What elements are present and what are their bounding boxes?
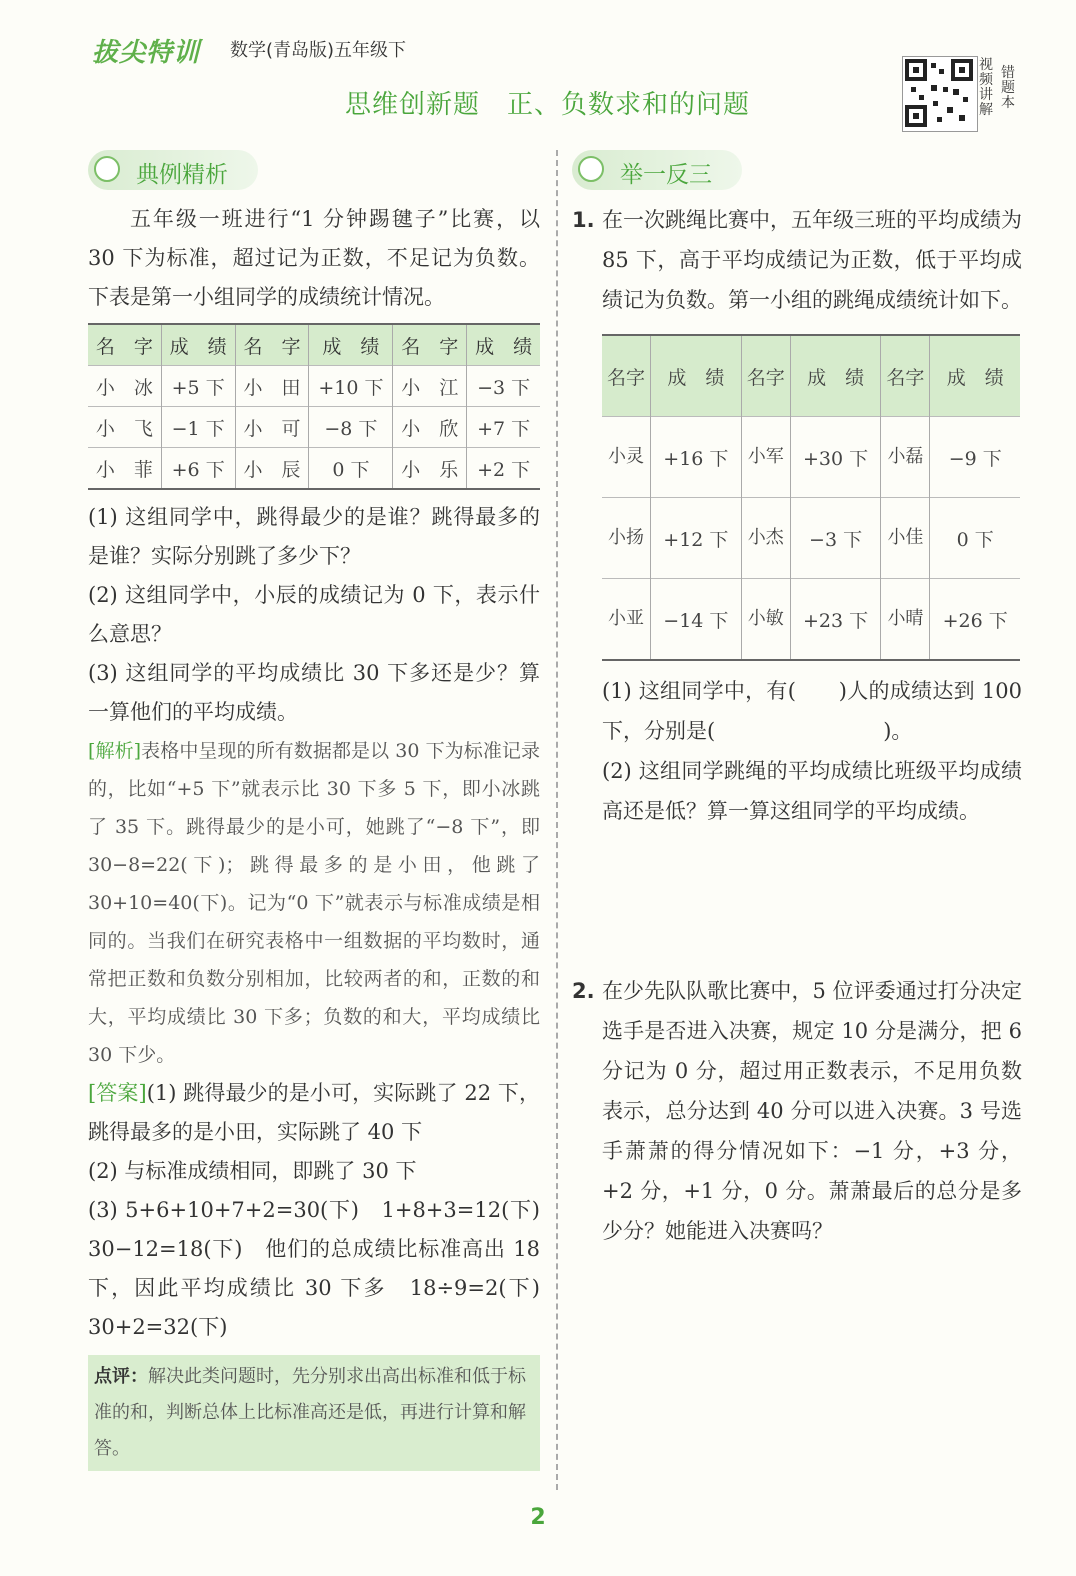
- col-header: 成 绩: [930, 335, 1020, 417]
- qr-label-errors: 错题本: [1001, 65, 1015, 111]
- practice-sub-question-1: (1) 这组同学中，有( )人的成绩达到 100 下，分别是( )。: [602, 679, 1022, 743]
- practice-heading: [572, 150, 742, 190]
- answer-block: [88, 1074, 540, 1152]
- question-text: 在少先队队歌比赛中，5 位评委通过打分决定选手是否进入决赛，规定 10 分是满分，把 6 分记为 0 分，超过用正数表示，不足用负数表示，总分达到 40 分可以进入决赛。3 号选手萧萧的得分情况如下：−1 分，+3 分，+2 分，+1 分，0 分。萧萧最后的总分是多少分？她能进入决赛吗？: [602, 979, 1022, 1243]
- table-cell: 小 江: [393, 366, 467, 407]
- table-cell: +2 下: [467, 448, 540, 490]
- table-cell: +6 下: [161, 448, 235, 490]
- review-tag: 点评：: [94, 1366, 148, 1387]
- table-cell: +10 下: [309, 366, 393, 407]
- practice-question-2: [572, 971, 1022, 1251]
- col-header: 成 绩: [790, 335, 881, 417]
- table-cell: −9 下: [930, 417, 1020, 498]
- col-header: 成 绩: [309, 324, 393, 366]
- table-cell: 小灵: [602, 417, 651, 498]
- example-score-table: [88, 323, 540, 490]
- analysis-block: [88, 732, 540, 1074]
- magnifier-icon: [94, 156, 120, 182]
- table-cell: +5 下: [161, 366, 235, 407]
- table-cell: 小 飞: [88, 407, 161, 448]
- table-cell: −8 下: [309, 407, 393, 448]
- answer-2: (2) 与标准成绩相同，即跳了 30 下: [88, 1159, 417, 1183]
- analysis-tag: [解析]: [88, 740, 142, 762]
- review-text: 解决此类问题时，先分别求出高出标准和低于标准的和，判断总体上比标准高还是低，再进行计算和解答。: [94, 1366, 526, 1459]
- col-header: 成 绩: [161, 324, 235, 366]
- answer-space[interactable]: [572, 831, 1022, 971]
- table-row: [602, 579, 1020, 661]
- table-header-row: [602, 335, 1020, 417]
- question-text: 在一次跳绳比赛中，五年级三班的平均成绩为 85 下，高于平均成绩记为正数，低于平均成绩记为负数。第一小组的跳绳成绩统计如下。: [602, 208, 1022, 312]
- practice-score-table: [602, 334, 1020, 661]
- table-cell: 小晴: [881, 579, 930, 661]
- table-cell: 小 冰: [88, 366, 161, 407]
- question-number: 1.: [572, 208, 595, 232]
- review-box: [88, 1355, 540, 1471]
- table-cell: 小亚: [602, 579, 651, 661]
- table-cell: 小扬: [602, 498, 651, 579]
- col-header: 成 绩: [651, 335, 742, 417]
- table-cell: −3 下: [790, 498, 881, 579]
- table-cell: 小杰: [741, 498, 790, 579]
- left-column: [88, 150, 561, 1471]
- section-title: 思维创新题 正、负数求和的问题: [345, 90, 751, 120]
- right-column: [572, 150, 1022, 1251]
- table-cell: 小 辰: [235, 448, 309, 490]
- example-question-3: (3) 这组同学的平均成绩比 30 下多还是少？算一算他们的平均成绩。: [88, 661, 540, 724]
- book-title: 数学(青岛版)五年级下: [230, 40, 407, 61]
- table-cell: 小 乐: [393, 448, 467, 490]
- table-cell: 小军: [741, 417, 790, 498]
- col-header: 成 绩: [467, 324, 540, 366]
- table-cell: 小敏: [741, 579, 790, 661]
- table-cell: +12 下: [651, 498, 742, 579]
- practice-question-1: [572, 200, 1022, 320]
- table-cell: 小 田: [235, 366, 309, 407]
- col-header: 名 字: [88, 324, 161, 366]
- table-cell: 0 下: [309, 448, 393, 490]
- answer-1: (1) 跳得最少的是小可，实际跳了 22 下，跳得最多的是小田，实际跳了 40 下: [88, 1081, 540, 1144]
- example-heading: [88, 150, 258, 190]
- col-header: 名 字: [393, 324, 467, 366]
- pencil-icon: [578, 156, 604, 182]
- table-cell: 小 可: [235, 407, 309, 448]
- table-cell: −3 下: [467, 366, 540, 407]
- table-cell: 小佳: [881, 498, 930, 579]
- table-row: [602, 498, 1020, 579]
- table-cell: −1 下: [161, 407, 235, 448]
- table-cell: 0 下: [930, 498, 1020, 579]
- table-cell: +30 下: [790, 417, 881, 498]
- table-cell: +16 下: [651, 417, 742, 498]
- page-number: 2: [530, 1505, 546, 1530]
- qr-label-video: 视频讲解: [979, 57, 993, 118]
- practice-heading-text: 举一反三: [620, 162, 712, 188]
- answer-tag: [答案]: [88, 1081, 147, 1105]
- brand-logo: 拔尖特训: [92, 38, 201, 68]
- table-row: [88, 407, 540, 448]
- table-row: [602, 417, 1020, 498]
- analysis-text: 表格中呈现的所有数据都是以 30 下为标准记录的，比如“+5 下”就表示比 30 下多 5 下，即小冰跳了 35 下。跳得最少的是小可，她跳了“−8 下”，即 30−8=22(下)；跳得最多的是小田，他跳了 30+10=40(下)。记为“0 下”就表示与标准成绩是相同的。当我们在研究表格中一组数据的平均数时，通常把正数和负数分别相加，比较两者的和，正数的和大，平均成绩比 30 下多；负数的和大，平均成绩比 30 下少。: [88, 740, 541, 1066]
- example-question-2: (2) 这组同学中，小辰的成绩记为 0 下，表示什么意思？: [88, 583, 540, 646]
- table-cell: 小 菲: [88, 448, 161, 490]
- table-cell: −14 下: [651, 579, 742, 661]
- col-header: 名字: [881, 335, 930, 417]
- table-cell: 小磊: [881, 417, 930, 498]
- answer-3: (3) 5+6+10+7+2=30(下) 1+8+3=12(下) 30−12=18(下) 他们的总成绩比标准高出 18 下，因此平均成绩比 30 下多 18÷9=2(下) 30+2=32(下): [88, 1198, 561, 1339]
- table-row: [88, 448, 540, 490]
- table-row: [88, 366, 540, 407]
- col-header: 名字: [602, 335, 651, 417]
- example-intro: 五年级一班进行“1 分钟踢毽子”比赛，以 30 下为标准，超过记为正数，不足记为负数。下表是第一小组同学的成绩统计情况。: [88, 207, 540, 309]
- col-header: 名 字: [235, 324, 309, 366]
- table-cell: 小 欣: [393, 407, 467, 448]
- table-cell: +23 下: [790, 579, 881, 661]
- table-cell: +7 下: [467, 407, 540, 448]
- table-header-row: [88, 324, 540, 366]
- col-header: 名字: [741, 335, 790, 417]
- table-cell: +26 下: [930, 579, 1020, 661]
- qr-code-icon[interactable]: [902, 56, 978, 132]
- example-question-1: (1) 这组同学中，跳得最少的是谁？跳得最多的是谁？实际分别跳了多少下？: [88, 505, 540, 568]
- practice-sub-question-2: (2) 这组同学跳绳的平均成绩比班级平均成绩高还是低？算一算这组同学的平均成绩。: [602, 759, 1022, 823]
- example-heading-text: 典例精析: [136, 162, 228, 188]
- question-number: 2.: [572, 979, 595, 1003]
